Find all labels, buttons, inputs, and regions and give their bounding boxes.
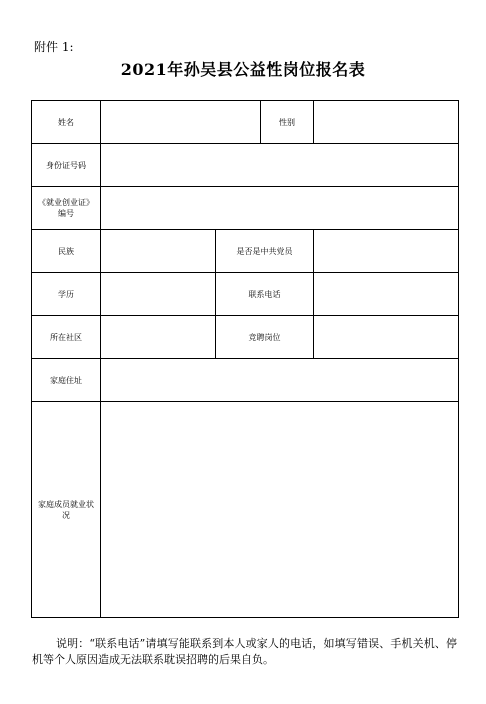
- education-label: 学历: [32, 273, 101, 316]
- position-field[interactable]: [314, 316, 459, 359]
- id-number-field[interactable]: [101, 144, 459, 187]
- row-family-employment: [32, 402, 459, 618]
- name-label: 姓名: [32, 101, 101, 144]
- row-community-position: [32, 316, 459, 359]
- phone-field[interactable]: [314, 273, 459, 316]
- employment-cert-field[interactable]: [101, 187, 459, 230]
- ethnicity-label: 民族: [32, 230, 101, 273]
- address-field[interactable]: [101, 359, 459, 402]
- row-employment-cert: [32, 187, 459, 230]
- phone-label: 联系电话: [216, 273, 314, 316]
- gender-label: 性别: [261, 101, 314, 144]
- party-member-field[interactable]: [314, 230, 459, 273]
- registration-form-table: [31, 100, 459, 618]
- community-field[interactable]: [101, 316, 216, 359]
- gender-field[interactable]: [314, 101, 459, 144]
- address-label: 家庭住址: [32, 359, 101, 402]
- family-employment-field[interactable]: [101, 402, 459, 618]
- family-employment-label: 家庭成员就业状况: [32, 402, 101, 618]
- name-field[interactable]: [101, 101, 261, 144]
- party-member-label: 是否是中共党员: [216, 230, 314, 273]
- row-education-phone: [32, 273, 459, 316]
- form-title: 2021年孙吴县公益性岗位报名表: [120, 60, 366, 79]
- row-name-gender: [32, 101, 459, 144]
- id-number-label: 身份证号码: [32, 144, 101, 187]
- employment-cert-label: 《就业创业证》编号: [32, 187, 101, 230]
- row-ethnicity-party: [32, 230, 459, 273]
- row-id-number: [32, 144, 459, 187]
- row-address: [32, 359, 459, 402]
- note-text: 说明：“联系电话”请填写能联系到本人或家人的电话，如填写错误、手机关机、停机等个人原因造成无法联系耽误招聘的后果自负。: [32, 637, 457, 666]
- ethnicity-field[interactable]: [101, 230, 216, 273]
- position-label: 竞聘岗位: [216, 316, 314, 359]
- community-label: 所在社区: [32, 316, 101, 359]
- attachment-label: 附件 1:: [34, 40, 74, 54]
- education-field[interactable]: [101, 273, 216, 316]
